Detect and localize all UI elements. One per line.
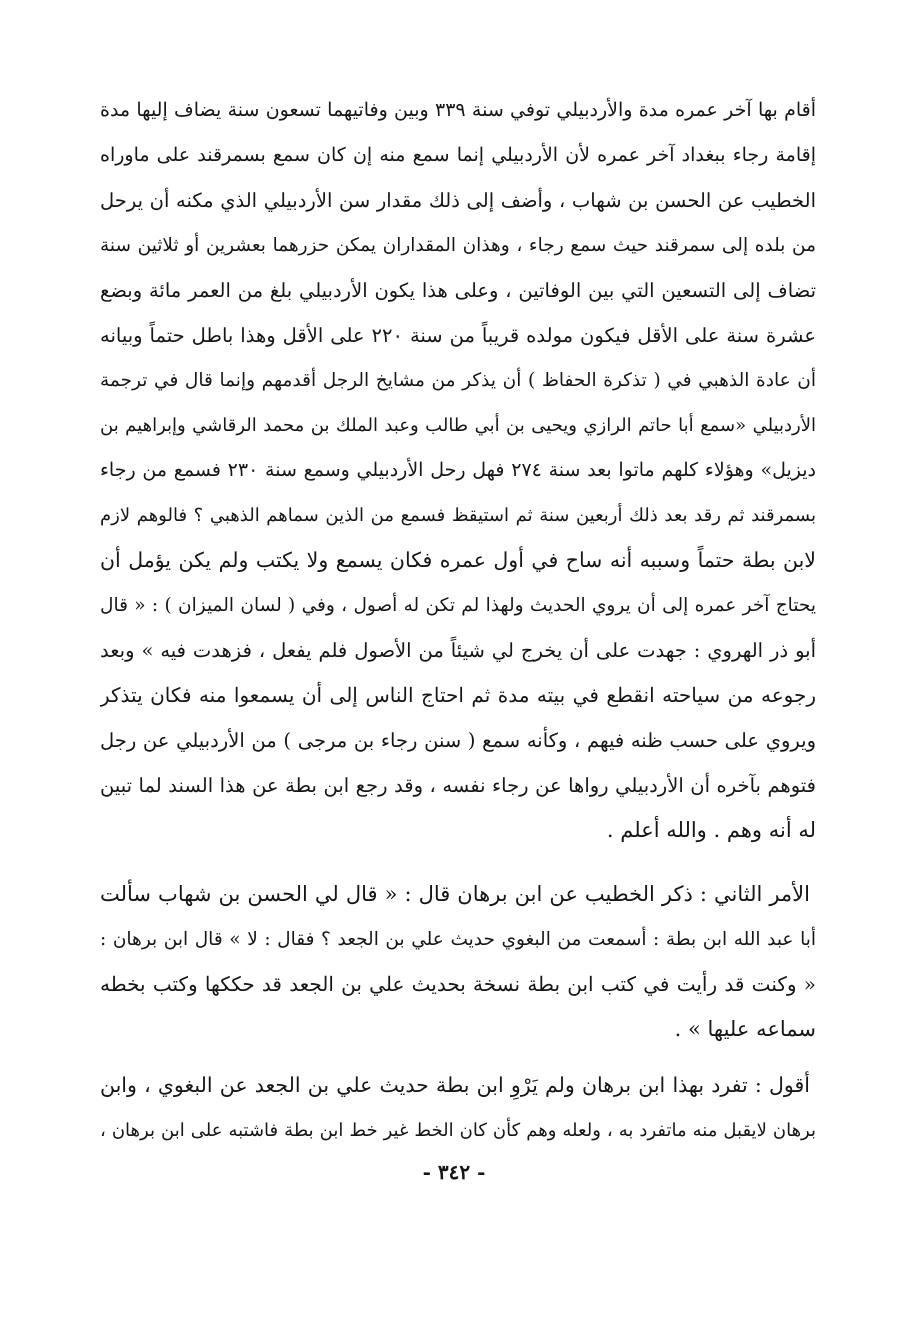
text-line: تضاف إلى التسعين التي بين الوفاتين ، وعلى هذا يكون الأردبيلي بلغ من العمر مائة وبضع	[100, 279, 816, 302]
text-line: من بلده إلى سمرقند حيث سمع رجاء ، وهذان المقداران يمكن حزرهما بعشرين أو ثلاثين سنة	[100, 235, 816, 256]
paragraph-1	[100, 88, 816, 853]
text-line: « وكنت قد رأيت في كتب ابن بطة نسخة بحديث علي بن الجعد قد حككها وكتب بخطه	[100, 972, 816, 996]
paragraph-2	[100, 872, 816, 1052]
text-line: رجوعه من سياحته انقطع في بيته مدة ثم احتاج الناس إلى أن يسمعوا منه فكان يتذكر	[100, 683, 816, 707]
text-line: إقامة رجاء ببغداد آخر عمره لأن الأردبيلي إنما سمع منه إن كان سمع بسمرقند على ماوراه	[100, 144, 816, 166]
page-number: - ٣٤٢ -	[422, 1160, 486, 1184]
text-line: له أنه وهم . والله أعلم .	[606, 818, 816, 842]
text-line: أن عادة الذهبي في ( تذكرة الحفاظ ) أن يذكر من مشايخ الرجل أقدمهم وإنما قال في ترجمة	[100, 370, 816, 391]
text-line: أبا عبد الله ابن بطة : أسمعت من البغوي حديث علي بن الجعد ؟ فقال : لا » قال ابن برهان :	[100, 929, 816, 950]
text-line: بسمرقند ثم رقد بعد ذلك أربعين سنة ثم استيقظ فسمع من الذين سماهم الذهبي ؟ فالوهم لازم	[100, 505, 816, 526]
text-line: ويروي على حسب ظنه فيهم ، وكأنه سمع ( سنن رجاء بن مرجى ) من الأردبيلي عن رجل	[100, 729, 816, 752]
text-line: ديزيل» وهؤلاء كلهم ماتوا بعد سنة ٢٧٤ فهل رحل الأردبيلي وسمع سنة ٢٣٠ فسمع من رجاء	[100, 459, 816, 481]
text-line: أبو ذر الهروي : جهدت على أن يخرج لي شيئاً من الأصول فلم يفعل ، فزهدت فيه » وبعد	[100, 639, 816, 662]
text-line: فتوهم بآخره أن الأردبيلي رواها عن رجاء نفسه ، وقد رجع ابن بطة عن هذا السند لما تبين	[100, 774, 816, 797]
paragraph-3	[100, 1063, 816, 1153]
text-line: لابن بطة حتماً وسببه أنه ساح في أول عمره فكان يسمع ولا يكتب ولم يكن يؤمل أن	[100, 548, 816, 572]
text-line: أقول : تفرد بهذا ابن برهان ولم يَرْوِ ابن بطة حديث علي بن الجعد عن البغوي ، وابن	[100, 1073, 810, 1097]
text-line: الأمر الثاني : ذكر الخطيب عن ابن برهان قال : « قال لي الحسن بن شهاب سألت	[100, 882, 810, 906]
text-line: الأردبيلي «سمع أبا حاتم الرازي ويحيى بن أبي طالب وعبد الملك بن محمد الرقاشي وإبراهيم بن	[100, 415, 816, 436]
text-line: الخطيب عن الحسن بن شهاب ، وأضف إلى ذلك مقدار سن الأردبيلي الذي مكنه أن يرحل	[100, 189, 816, 212]
text-line: أقام بها آخر عمره مدة والأردبيلي توفي سنة ٣٣٩ وبين وفاتيهما تسعون سنة يضاف إليها مدة	[100, 99, 816, 121]
text-line: يحتاج آخر عمره إلى أن يروي الحديث ولهذا لم تكن له أصول ، وفي ( لسان الميزان ) : « قال	[100, 595, 816, 616]
text-line: سماعه عليها » .	[674, 1017, 816, 1041]
text-line: برهان لايقبل منه ماتفرد به ، ولعله وهم كأن كان الخط غير خط ابن بطة فاشتبه على ابن برهان ،	[100, 1120, 816, 1141]
text-line: عشرة سنة على الأقل فيكون مولده قريباً من سنة ٢٢٠ على الأقل وهذا باطل حتماً وبيانه	[100, 324, 816, 347]
